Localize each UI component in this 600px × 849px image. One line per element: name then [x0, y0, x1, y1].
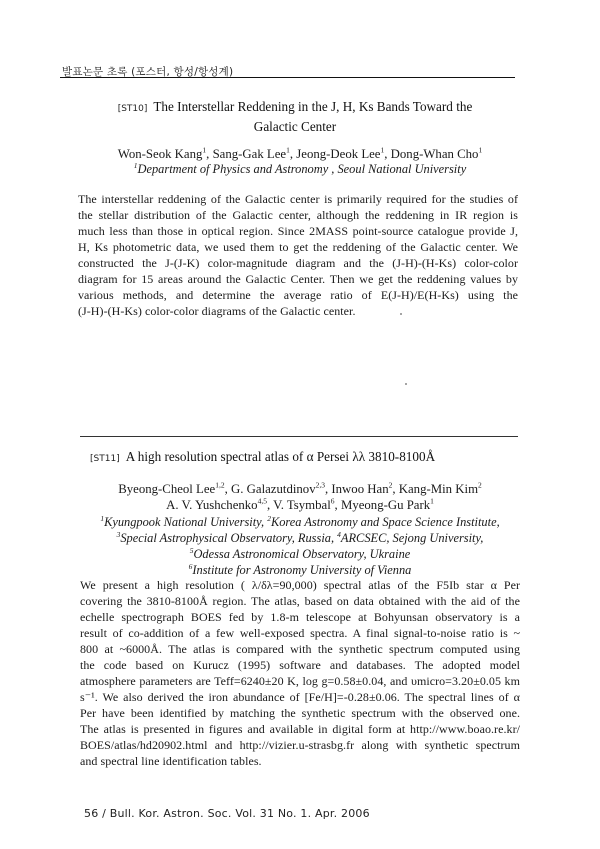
abstract-line: various methods, and determine the average ratio of E(J-H)/E(H-Ks) using the	[78, 288, 518, 302]
abstract-line: We present a high resolution ( λ/δλ=90,000) spectral atlas of the F5Ib star α Per	[80, 578, 520, 592]
paper1-title-line2: Galactic Center	[253, 119, 337, 134]
abstract-line: echelle spectrograph BOES fed by 1.8-m telescope at Bohyunsan observatory is a	[80, 610, 520, 624]
abstract-line: covering the 3810-8100Å region. The atlas, based on data obtained with the aid of the	[80, 594, 520, 608]
paper2-title-text: A high resolution spectral atlas of α Persei λλ 3810-8100Å	[125, 449, 436, 464]
section-divider	[80, 436, 518, 437]
author-sup: 1	[380, 145, 385, 155]
paper2-affiliations	[50, 514, 550, 578]
author-sup: 2,3	[315, 480, 325, 490]
paper1-affiliation	[60, 161, 540, 177]
paper1-title	[70, 98, 520, 135]
abstract-line: atmosphere parameters are Teff=6240±20 K, log g=0.58±0.04, and υmicro=3.20±0.05 km	[80, 674, 520, 688]
author-sup: 4,5	[257, 496, 267, 506]
abstract-line: The atlas is presented in figures and available in digital form at http://www.boao.re.kr/	[80, 722, 520, 736]
author-name: Inwoo Han	[331, 482, 389, 496]
paper2-abstract	[80, 577, 520, 769]
affil-sup: 1	[133, 160, 138, 170]
abstract-line: the code based on Kurucz (1995) software and databases. The adopted model	[80, 658, 520, 672]
paper1-tag: [ST10]	[117, 104, 148, 114]
affil-text: Institute for Astronomy University of Vienna	[192, 563, 412, 577]
affil-sup: 5	[189, 545, 194, 555]
author-name: Sang-Gak Lee	[212, 147, 287, 161]
paper1-title-line1: The Interstellar Reddening in the J, H, Ks Bands Toward the	[153, 99, 473, 114]
affil-text: Korea Astronomy and Space Science Institute,	[270, 515, 500, 529]
affil-sup: 1	[100, 513, 105, 523]
affil-text: Department of Physics and Astronomy , Seoul National University	[137, 162, 467, 176]
affil-sup: 2	[267, 513, 271, 523]
paper2-title	[90, 448, 510, 468]
author-sup: 1,2	[215, 480, 225, 490]
author-name: V. Tsymbal	[273, 498, 331, 512]
abstract-line: (J-H)-(H-Ks) color-color diagrams of the Galactic center.	[78, 304, 356, 318]
author-name: Dong-Whan Cho	[390, 147, 479, 161]
paper1-authors: Won-Seok Kang$^1$, Sang-Gak Lee$^1$, Jeong-Deok Lee$^1$, Dong-Whan Cho$^1$	[117, 145, 483, 161]
page-footer: 56 / Bull. Kor. Astron. Soc. Vol. 31 No. 1. Apr. 2006	[84, 807, 370, 820]
author-sup: 1	[202, 145, 207, 155]
affil-text: Special Astrophysical Observatory, Russia,	[120, 531, 338, 545]
author-name: Won-Seok Kang	[117, 147, 203, 161]
abstract-line: s⁻¹. We also derived the iron abundance of [Fe/H]=-0.28±0.06. The spectral lines of α	[80, 690, 520, 704]
author-name: A. V. Yushchenko	[166, 498, 258, 512]
author-name: G. Galazutdinov	[231, 482, 316, 496]
abstract-line: The interstellar reddening of the Galactic center is primarily required for the studies of	[78, 192, 518, 206]
running-header: 발표논문 초록 (포스터, 항성/항성계)	[62, 66, 234, 78]
abstract-line: BOES/atlas/hd20902.html and http://vizier.u-strasbg.fr along with synthetic spectrum	[80, 738, 520, 752]
abstract-line: the stellar distribution of the Galactic center, although the reddening in IR region is	[78, 208, 518, 222]
author-name: Kang-Min Kim	[398, 482, 479, 496]
abstract-line: Per have been identified by matching the synthetic spectrum with the observed one.	[80, 706, 520, 720]
abstract-line: diagram for 15 areas around the Galactic Center. Then we get the reddening values by	[78, 272, 518, 286]
abstract-line: and spectral line identification tables.	[80, 754, 262, 768]
scan-speck	[405, 383, 407, 385]
abstract-line: much less than those in optical region. Since 2MASS point-source catalogue provide J,	[78, 224, 518, 238]
author-sup: 6	[330, 496, 335, 506]
header-rule	[60, 77, 515, 78]
affil-text: Odessa Astronomical Observatory, Ukraine	[193, 547, 411, 561]
author-sup: 1	[478, 145, 483, 155]
abstract-line: constructed the J-(J-K) color-magnitude diagram and the (J-H)-(H-Ks) color-color	[78, 256, 518, 270]
abstract-line: result of co-addition of a few well-exposed spectra. A final signal-to-noise ratio is ~	[80, 626, 520, 640]
author-name: Jeong-Deok Lee	[296, 147, 381, 161]
affil-sup: 3	[116, 529, 121, 539]
abstract-line: 800 at ~6000Å. The atlas is compared with the synthetic spectrum computed using	[80, 642, 520, 656]
affil-sup: 6	[188, 561, 193, 571]
paper1-abstract	[78, 191, 518, 319]
author-sup: 1	[430, 496, 434, 506]
affil-sup: 4	[337, 529, 341, 539]
author-name: Myeong-Gu Park	[340, 498, 431, 512]
affil-text: ARCSEC, Sejong University,	[340, 531, 484, 545]
affil-text: Kyungpook National University,	[104, 515, 268, 529]
author-sup: 1	[286, 145, 290, 155]
abstract-line: H, Ks photometric data, we used them to get the reddening of the Galactic center. We	[78, 240, 518, 254]
paper2-authors-line1: Byeong-Cheol Lee$^{1,2}$, G. Galazutdinov$^{2,3}$, Inwoo Han$^2$, Kang-Min Kim$^2$	[118, 480, 482, 496]
paper2-tag: [ST11]	[90, 454, 120, 464]
paper2-authors-line2: A. V. Yushchenko$^{4,5}$, V. Tsymbal$^6$, Myeong-Gu Park$^1$	[166, 496, 434, 512]
author-name: Byeong-Cheol Lee	[118, 482, 216, 496]
scan-speck	[400, 313, 402, 315]
author-sup: 2	[388, 480, 393, 490]
author-sup: 2	[478, 480, 482, 490]
